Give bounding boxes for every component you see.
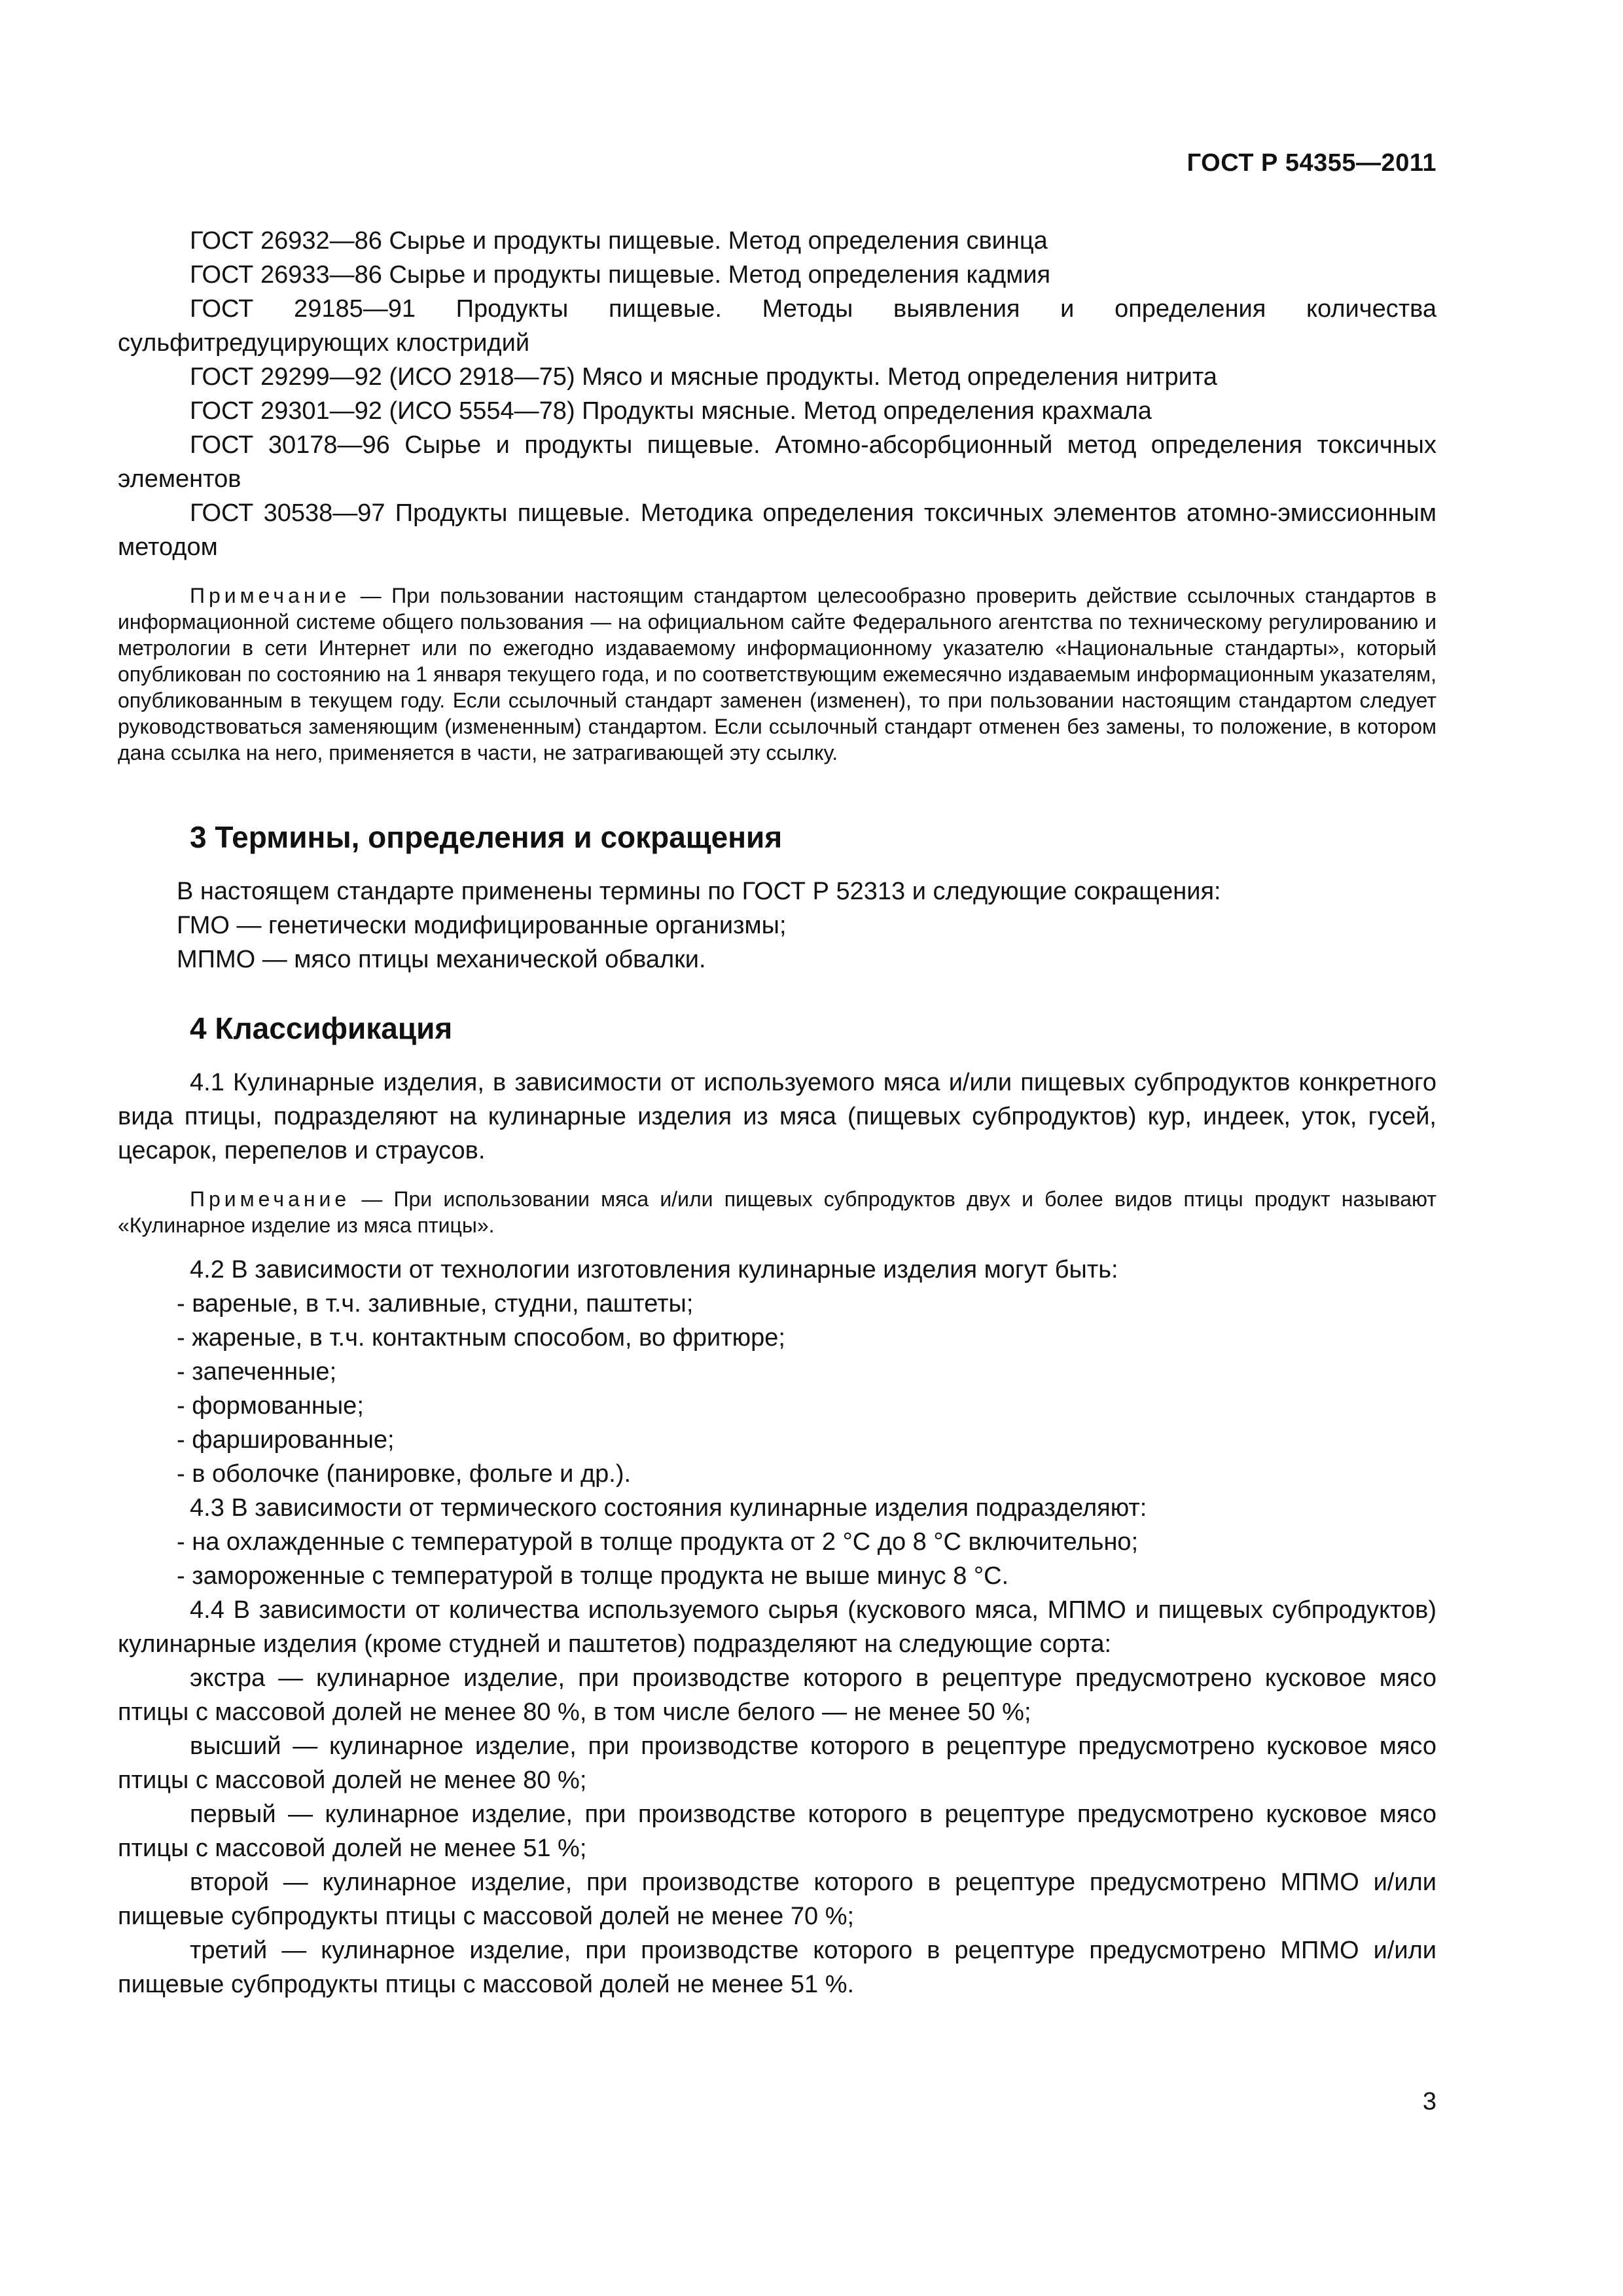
reference-item: ГОСТ 26933—86 Сырье и продукты пищевые. Метод определения кадмия	[190, 261, 1051, 289]
list-item: - вареные, в т.ч. заливные, студни, паштеты;	[177, 1290, 694, 1318]
technology-list	[118, 1287, 1436, 1491]
note-label: Примечание	[190, 1187, 351, 1211]
document-id-header: ГОСТ Р 54355—2011	[1186, 149, 1436, 177]
grade-extra: экстра — кулинарное изделие, при производстве которого в рецептуре предусмотрено кусковое мясо птицы с массовой долей не менее 80 %, в том числе белого — не менее 50 %;	[118, 1664, 1436, 1726]
grades-list	[118, 1661, 1436, 2001]
thermal-state-list	[118, 1525, 1436, 1593]
clause-4-1: 4.1 Кулинарные изделия, в зависимости от используемого мяса и/или пищевых субпродуктов конкретного вида птицы, подразделяют на кулинарные изделия из мяса (пищевых субпродуктов) кур, индеек, уток, гусей, цесарок, перепелов и страусов.	[118, 1069, 1436, 1164]
grade-second: второй — кулинарное изделие, при производстве которого в рецептуре предусмотрено МПМО и/или пищевые субпродукты птицы с массовой долей не менее 70 %;	[118, 1869, 1436, 1930]
clause-4-1-note	[118, 1186, 1436, 1238]
list-item: - формованные;	[177, 1392, 364, 1420]
normative-references-list	[118, 224, 1436, 564]
grade-third: третий — кулинарное изделие, при производстве которого в рецептуре предусмотрено МПМО и/или пищевые субпродукты птицы с массовой долей не менее 51 %.	[118, 1937, 1436, 1998]
document-body	[118, 224, 1436, 2001]
section-3-intro: В настоящем стандарте применены термины по ГОСТ Р 52313 и следующие сокращения:	[177, 878, 1221, 905]
references-note	[118, 583, 1436, 766]
reference-item: ГОСТ 29299—92 (ИСО 2918—75) Мясо и мясные продукты. Метод определения нитрита	[190, 363, 1217, 391]
section-3-heading: 3 Термины, определения и сокращения	[190, 820, 783, 854]
clause-4-3: 4.3 В зависимости от термического состояния кулинарные изделия подразделяют:	[190, 1494, 1147, 1522]
list-item: - замороженные с температурой в толще продукта не выше минус 8 °С.	[177, 1562, 1009, 1590]
abbreviation-gmo: ГМО — генетически модифицированные организмы;	[177, 912, 787, 939]
reference-item: ГОСТ 30538—97 Продукты пищевые. Методика определения токсичных элементов атомно-эмиссионным методом	[118, 499, 1436, 561]
reference-item: ГОСТ 29301—92 (ИСО 5554—78) Продукты мясные. Метод определения крахмала	[190, 397, 1152, 425]
reference-item: ГОСТ 30178—96 Сырье и продукты пищевые. Атомно-абсорбционный метод определения токсичных элементов	[118, 431, 1436, 493]
section-4-heading: 4 Классификация	[190, 1011, 453, 1045]
list-item: - в оболочке (панировке, фольге и др.).	[177, 1460, 632, 1488]
reference-item: ГОСТ 29185—91 Продукты пищевые. Методы выявления и определения количества сульфитредуцирующих клостридий	[118, 295, 1436, 357]
note-text: — При использовании мяса и/или пищевых субпродуктов двух и более видов птицы продукт называют «Кулинарное изделие из мяса птицы».	[118, 1187, 1436, 1237]
page-number: 3	[1422, 2088, 1436, 2115]
reference-item: ГОСТ 26932—86 Сырье и продукты пищевые. Метод определения свинца	[190, 227, 1048, 255]
note-label: Примечание	[190, 584, 351, 607]
clause-4-2: 4.2 В зависимости от технологии изготовления кулинарные изделия могут быть:	[190, 1256, 1118, 1283]
abbreviation-mpmo: МПМО — мясо птицы механической обвалки.	[177, 946, 706, 973]
grade-highest: высший — кулинарное изделие, при производстве которого в рецептуре предусмотрено кусковое мясо птицы с массовой долей не менее 80 %;	[118, 1732, 1436, 1794]
list-item: - фаршированные;	[177, 1426, 395, 1454]
grade-first: первый — кулинарное изделие, при производстве которого в рецептуре предусмотрено кусковое мясо птицы с массовой долей не менее 51 %;	[118, 1801, 1436, 1862]
list-item: - на охлажденные с температурой в толще продукта от 2 °С до 8 °С включительно;	[177, 1528, 1139, 1556]
list-item: - запеченные;	[177, 1358, 337, 1386]
list-item: - жареные, в т.ч. контактным способом, во фритюре;	[177, 1324, 785, 1352]
note-text: — При пользовании настоящим стандартом целесообразно проверить действие ссылочных стандартов в информационной системе общего пользования — на официальном сайте Федерального агентства по техническому регулированию и метрологии в сети Интернет или по ежегодно издаваемому информационному указателю «Национальные стандарты», который опубликован по состоянию на 1 января текущего года, и по соответствующим ежемесячно издаваемым информационным указателям, опубликованным в текущем году. Если ссылочный стандарт заменен (изменен), то при пользовании настоящим стандартом следует руководствоваться заменяющим (измененным) стандартом. Если ссылочный стандарт отменен без замены, то положение, в котором дана ссылка на него, применяется в части, не затрагивающей эту ссылку.	[118, 584, 1436, 764]
clause-4-4: 4.4 В зависимости от количества используемого сырья (кускового мяса, МПМО и пищевых субпродуктов) кулинарные изделия (кроме студней и паштетов) подразделяют на следующие сорта:	[118, 1596, 1436, 1658]
